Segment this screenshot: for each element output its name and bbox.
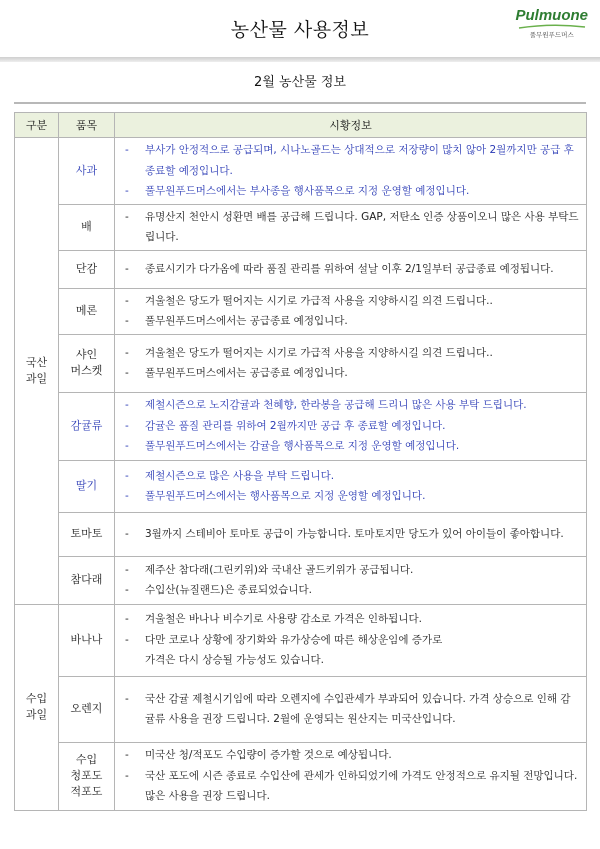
- info-cell: [115, 742, 587, 810]
- info-cell: [115, 604, 587, 676]
- info-cell: [115, 556, 587, 604]
- info-line: - 수입산(뉴질랜드)은 종료되었습니다.: [121, 580, 580, 601]
- table-header-row: [15, 113, 587, 138]
- item-name: 참다래: [59, 556, 115, 604]
- column-header-info: 시황정보: [115, 113, 587, 138]
- info-line: - 유명산지 천안시 성환면 배를 공급해 드립니다. GAP, 저탄소 인증 상품이오니 많은 사용 부탁드립니다.: [121, 207, 580, 248]
- table-row: [15, 204, 587, 250]
- column-header-category: 구분: [15, 113, 59, 138]
- info-line: - 풀무원푸드머스에서는 공급종료 예정입니다.: [121, 363, 580, 384]
- info-line: - 감귤은 품질 관리를 위하여 2월까지만 공급 후 종료할 예정입니다.: [121, 416, 580, 437]
- item-name: 수입 청포도 적포도: [59, 742, 115, 810]
- section-subtitle: 2월 농산물 정보: [14, 66, 586, 104]
- info-line: - 제철시즌으로 노지감귤과 천혜향, 한라봉을 공급해 드리니 많은 사용 부탁 드립니다.: [121, 395, 580, 416]
- info-cell: [115, 512, 587, 556]
- info-cell: [115, 676, 587, 742]
- info-line: - 겨울철은 바나나 비수기로 사용량 감소로 가격은 인하됩니다.: [121, 609, 580, 630]
- info-cell: [115, 288, 587, 334]
- item-name: 사과: [59, 138, 115, 205]
- info-line: - 제주산 참다래(그린키위)와 국내산 골드키위가 공급됩니다.: [121, 560, 580, 581]
- item-name: 메론: [59, 288, 115, 334]
- table-row: [15, 334, 587, 392]
- item-name: 토마토: [59, 512, 115, 556]
- table-row: [15, 460, 587, 512]
- item-name: 감귤류: [59, 392, 115, 460]
- page-title: 농산물 사용정보: [230, 19, 370, 41]
- info-line: - 미국산 청/적포도 수입량이 증가할 것으로 예상됩니다.: [121, 745, 580, 766]
- info-line: - 제철시즌으로 많은 사용을 부탁 드립니다.: [121, 466, 580, 487]
- category-imported-fruit: 수입 과일: [15, 604, 59, 810]
- page-header: [0, 0, 600, 50]
- column-header-item: 품목: [59, 113, 115, 138]
- table-row: [15, 288, 587, 334]
- category-domestic-fruit: 국산 과일: [15, 138, 59, 605]
- table-row: [15, 512, 587, 556]
- info-line: - 겨울철은 당도가 떨어지는 시기로 가급적 사용을 지양하시길 의견 드립니다..: [121, 343, 580, 364]
- logo-swoosh-icon: [517, 24, 587, 29]
- header-divider-band: [0, 57, 600, 62]
- info-line: - 국산 포도에 시즌 종료로 수입산에 관세가 인하되었기에 가격도 안정적으로 유지될 전망입니다. 많은 사용을 권장 드립니다.: [121, 766, 580, 807]
- item-name: 샤인 머스켓: [59, 334, 115, 392]
- info-line: - 종료시기가 다가옴에 따라 품질 관리를 위하여 설날 이후 2/1일부터 공급종료 예정됩니다.: [121, 259, 580, 280]
- table-row: [15, 556, 587, 604]
- logo-wordmark: Pulmuone: [515, 7, 588, 24]
- info-line: - 풀무원푸드머스에서는 감귤을 행사품목으로 지정 운영할 예정입니다.: [121, 436, 580, 457]
- item-name: 배: [59, 204, 115, 250]
- table-row: [15, 742, 587, 810]
- info-cell: [115, 392, 587, 460]
- info-cell: [115, 138, 587, 205]
- item-name: 오렌지: [59, 676, 115, 742]
- item-name: 바나나: [59, 604, 115, 676]
- info-cell: [115, 250, 587, 288]
- info-line: - 풀무원푸드머스에서는 공급종료 예정입니다.: [121, 311, 580, 332]
- table-row: [15, 676, 587, 742]
- info-line: 가격은 다시 상승될 가능성도 있습니다.: [145, 654, 324, 667]
- info-line: - 국산 감귤 제철시기임에 따라 오렌지에 수입관세가 부과되어 있습니다. 가격 상승으로 인해 감귤류 사용을 권장 드립니다. 2월에 운영되는 원산지는 미국산입니다.: [121, 689, 580, 730]
- table-row: [15, 604, 587, 676]
- logo-subtext: 풀무원푸드머스: [529, 31, 574, 39]
- produce-info-table: [14, 112, 587, 811]
- info-line: - 풀무원푸드머스에서는 행사품목으로 지정 운영할 예정입니다.: [121, 486, 580, 507]
- info-line: - 풀무원푸드머스에서는 부사종을 행사품목으로 지정 운영할 예정입니다.: [121, 181, 580, 202]
- table-row: [15, 138, 587, 205]
- info-cell: [115, 204, 587, 250]
- info-line: - 부사가 안정적으로 공급되며, 시나노골드는 상대적으로 저장량이 많치 않아 2월까지만 공급 후 종료할 예정입니다.: [121, 140, 580, 181]
- table-row: [15, 392, 587, 460]
- table-row: [15, 250, 587, 288]
- item-name: 단감: [59, 250, 115, 288]
- info-cell: [115, 460, 587, 512]
- info-line: - 다만 코로나 상황에 장기화와 유가상승에 따른 해상운임에 증가로: [121, 630, 580, 651]
- info-cell: [115, 334, 587, 392]
- item-name: 딸기: [59, 460, 115, 512]
- pulmuone-logo: [515, 8, 588, 39]
- info-line: - 겨울철은 당도가 떨어지는 시기로 가급적 사용을 지양하시길 의견 드립니다..: [121, 291, 580, 312]
- info-line: - 3월까지 스테비아 토마토 공급이 가능합니다. 토마토지만 당도가 있어 아이들이 좋아합니다.: [121, 524, 580, 545]
